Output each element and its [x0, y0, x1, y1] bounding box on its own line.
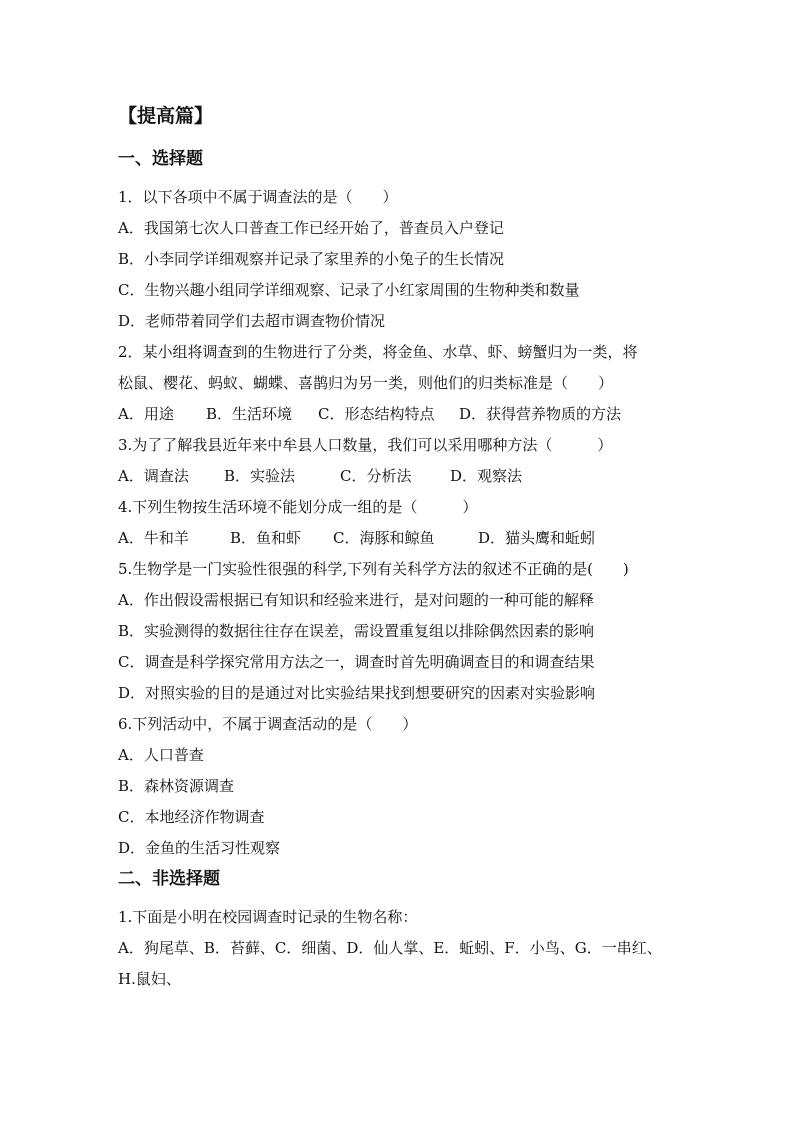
option-a: A．人口普查	[118, 746, 204, 764]
option-d: D．获得营养物质的方法	[459, 405, 622, 423]
options-row	[118, 523, 693, 554]
option-a: A．调查法	[118, 467, 189, 485]
option-b: B．森林资源调查	[118, 777, 235, 795]
question-3	[118, 430, 693, 492]
question-stem-continued: 松鼠、樱花、蚂蚁、蝴蝶、喜鹊归为另一类，则他们的归类标准是（ ）	[118, 374, 614, 392]
option-d: D．对照实验的目的是通过对比实验结果找到想要研究的因素对实验影响	[118, 684, 596, 702]
question-2	[118, 337, 693, 430]
option-c: C．调查是科学探究常用方法之一，调查时首先明确调查目的和调查结果	[118, 653, 595, 671]
question-1	[118, 182, 693, 337]
document-page	[118, 100, 693, 995]
option-d: D．观察法	[450, 467, 523, 485]
option-b: B．小李同学详细观察并记录了家里养的小兔子的生长情况	[118, 250, 505, 268]
question-stem: 2．某小组将调查到的生物进行了分类，将金鱼、水草、虾、螃蟹归为一类，将	[118, 343, 638, 361]
question-stem: 4.下列生物按生活环境不能划分成一组的是（ ）	[118, 498, 478, 516]
question-stem: 5.生物学是一门实验性很强的科学,下列有关科学方法的叙述不正确的是( )	[118, 560, 629, 578]
option-d: D．猫头鹰和蚯蚓	[478, 529, 596, 547]
option-c: C．生物兴趣小组同学详细观察、记录了小红家周围的生物种类和数量	[118, 281, 580, 299]
option-a: A．牛和羊	[118, 529, 189, 547]
organism-list: A．狗尾草、B．苔藓、C．细菌、D．仙人掌、E．蚯蚓、F．小鸟、G．一串红、H.鼠妇、	[118, 939, 662, 988]
section-heading-choice: 一、选择题	[118, 149, 203, 169]
question-6	[118, 709, 693, 864]
non-choice-question-1	[118, 902, 693, 995]
option-b: B．实验法	[224, 467, 296, 485]
page-title: 【提高篇】	[118, 105, 214, 127]
option-c: C．分析法	[340, 467, 412, 485]
option-d: D．老师带着同学们去超市调查物价情况	[118, 312, 386, 330]
option-b: B．鱼和虾	[230, 529, 302, 547]
options-row	[118, 399, 693, 430]
question-5	[118, 554, 693, 709]
option-c: C．海豚和鲸鱼	[333, 529, 435, 547]
question-stem: 3.为了了解我县近年来中牟县人口数量，我们可以采用哪种方法（ ）	[118, 436, 613, 454]
option-a: A．作出假设需根据已有知识和经验来进行，是对问题的一种可能的解释	[118, 591, 594, 609]
option-a: A．我国第七次人口普查工作已经开始了，普查员入户登记	[118, 219, 504, 237]
question-stem: 1．以下各项中不属于调查法的是（ ）	[118, 188, 398, 206]
option-c: C．本地经济作物调查	[118, 808, 265, 826]
question-4	[118, 492, 693, 554]
options-row	[118, 461, 693, 492]
question-stem: 1.下面是小明在校园调查时记录的生物名称：	[118, 908, 418, 926]
section-heading-non-choice: 二、非选择题	[118, 869, 220, 889]
option-a: A．用途	[118, 405, 174, 423]
option-d: D．金鱼的生活习性观察	[118, 839, 281, 857]
option-b: B．实验测得的数据往往存在误差，需设置重复组以排除偶然因素的影响	[118, 622, 595, 640]
option-b: B．生活环境	[206, 405, 293, 423]
option-c: C．形态结构特点	[318, 405, 435, 423]
question-stem: 6.下列活动中，不属于调查活动的是（ ）	[118, 715, 418, 733]
